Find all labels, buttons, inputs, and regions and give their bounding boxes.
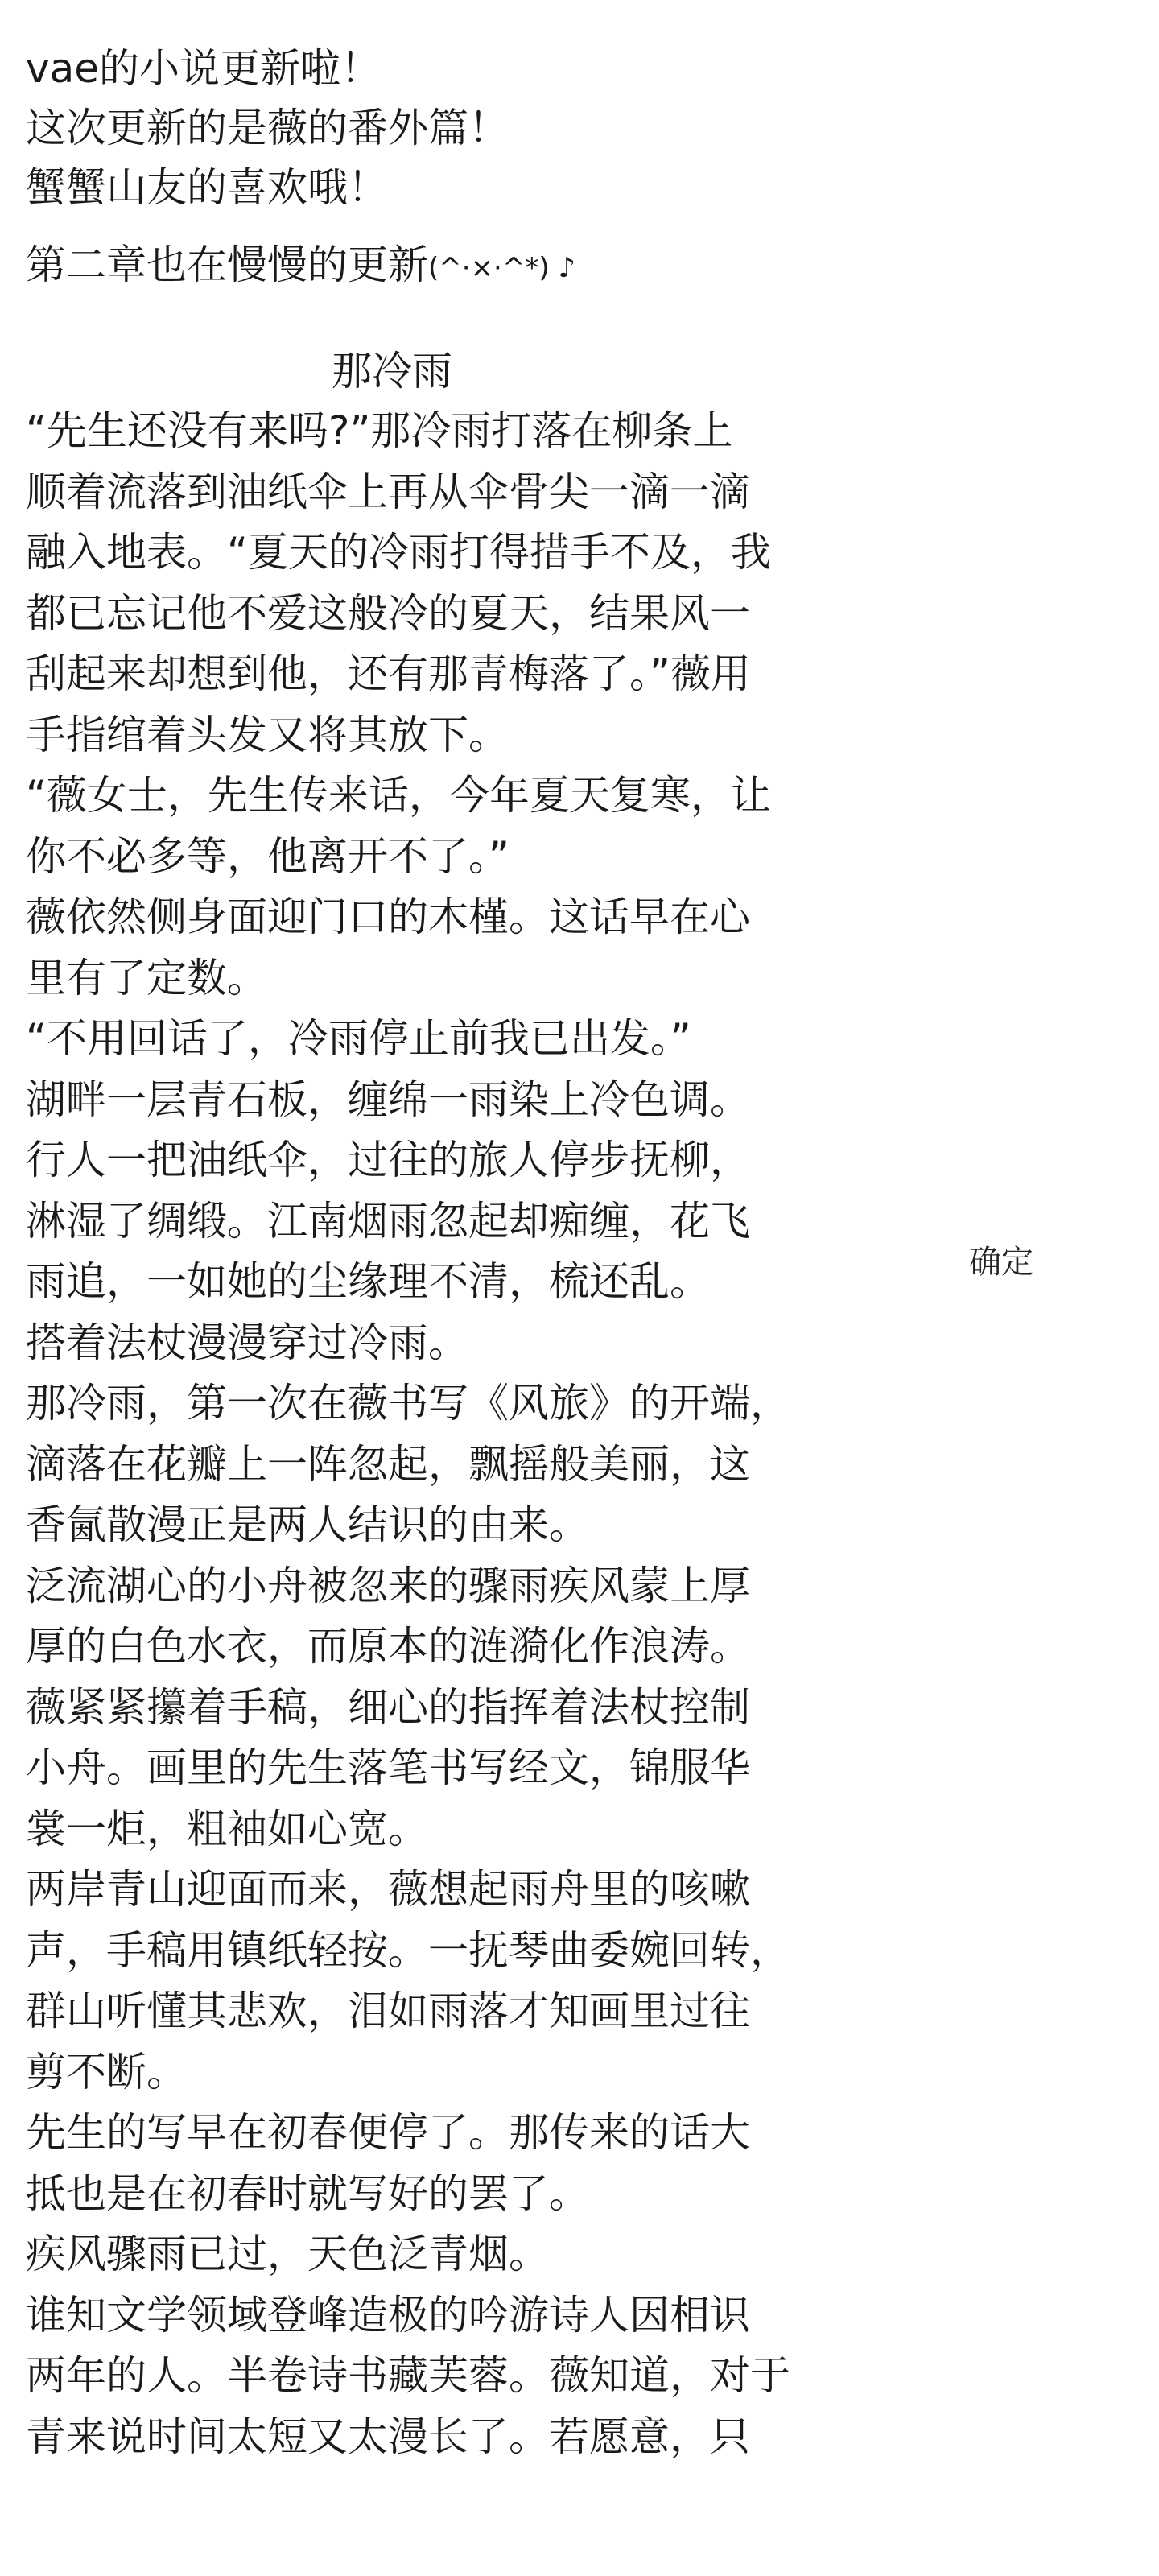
story-line: 顺着流落到油纸伞上再从伞骨尖一滴一滴 xyxy=(26,468,750,515)
intro-line-2: 这次更新的是薇的番外篇！ xyxy=(26,105,509,151)
story-line: 融入地表。“夏天的冷雨打得措手不及，我 xyxy=(26,529,771,576)
story-line: 剪不断。 xyxy=(26,2048,187,2095)
story-line: “不用回话了，冷雨停止前我已出发。” xyxy=(26,1015,691,1062)
story-line: 薇依然侧身面迎门口的木槿。这话早在心 xyxy=(26,894,750,940)
story-line: 都已忘记他不爱这般冷的夏天，结果风一 xyxy=(26,589,750,637)
story-line: 青来说时间太短又太漫长了。若愿意，只 xyxy=(26,2413,750,2460)
story-line: 厚的白色水衣，而原本的涟漪化作浪涛。 xyxy=(26,1623,750,1670)
story-line: 两岸青山迎面而来，薇想起雨舟里的咳嗽 xyxy=(26,1866,750,1913)
confirm-button[interactable]: 确定 xyxy=(966,1238,1037,1286)
story-line: 群山听懂其悲欢，泪如雨落才知画里过往 xyxy=(26,1988,750,2034)
story-line: 刮起来却想到他，还有那青梅落了。”薇用 xyxy=(26,650,751,697)
kaomoji: (^·×·^*) ♪ xyxy=(428,252,576,284)
intro-line-1: vae的小说更新啦！ xyxy=(26,45,381,92)
story-line: 先生的写早在初春便停了。那传来的话大 xyxy=(26,2109,750,2156)
story-line: “先生还没有来吗?”那冷雨打落在柳条上 xyxy=(26,407,733,454)
story-line: 谁知文学领域登峰造极的吟游诗人因相识 xyxy=(26,2291,750,2339)
story-line: 滴落在花瓣上一阵忽起，飘摇般美丽，这 xyxy=(26,1440,750,1488)
story-line: 薇紧紧攥着手稿，细心的指挥着法杖控制 xyxy=(26,1683,750,1731)
story-line: 行人一把油纸伞，过往的旅人停步抚柳， xyxy=(26,1137,750,1183)
story-line: 抵也是在初春时就写好的罢了。 xyxy=(26,2169,589,2217)
story-line: 泛流湖心的小舟被忽来的骤雨疾风蒙上厚 xyxy=(26,1562,750,1609)
story-line: 两年的人。半卷诗书藏芙蓉。薇知道，对于 xyxy=(26,2352,790,2399)
story-line: “薇女士，先生传来话，今年夏天复寒，让 xyxy=(26,772,771,819)
story-line: 裳一炬，粗袖如心宽。 xyxy=(26,1805,428,1852)
intro-line-4 xyxy=(26,235,879,298)
article-content xyxy=(26,39,879,2467)
story-line: 香氤散漫正是两人结识的由来。 xyxy=(26,1501,589,1548)
intro-line-4-text: 第二章也在慢慢的更新 xyxy=(26,242,428,288)
story-line: 小舟。画里的先生落笔书写经文，锦服华 xyxy=(26,1744,750,1791)
story-line: 淋湿了绸缎。江南烟雨忽起却痴缠，花飞 xyxy=(26,1197,750,1245)
story-line: 搭着法杖漫漫穿过冷雨。 xyxy=(26,1319,468,1366)
intro-line-3: 蟹蟹山友的喜欢哦！ xyxy=(26,164,388,211)
story-line: 手指绾着头发又将其放下。 xyxy=(26,711,509,758)
story-line: 声，手稿用镇纸轻按。一抚琴曲委婉回转， xyxy=(26,1926,790,1974)
story-line: 你不必多等，他离开不了。” xyxy=(26,832,509,880)
story-line: 疾风骤雨已过，天色泛青烟。 xyxy=(26,2231,549,2277)
story-line: 那冷雨，第一次在薇书写《风旅》的开端， xyxy=(26,1380,790,1426)
story-line: 湖畔一层青石板，缠绵一雨染上冷色调。 xyxy=(26,1075,750,1123)
story-line: 里有了定数。 xyxy=(26,954,267,1001)
story-title: 那冷雨 xyxy=(332,348,452,394)
story-body xyxy=(26,401,879,2467)
story-line: 雨追，一如她的尘缘理不清，梳还乱。 xyxy=(26,1258,710,1305)
